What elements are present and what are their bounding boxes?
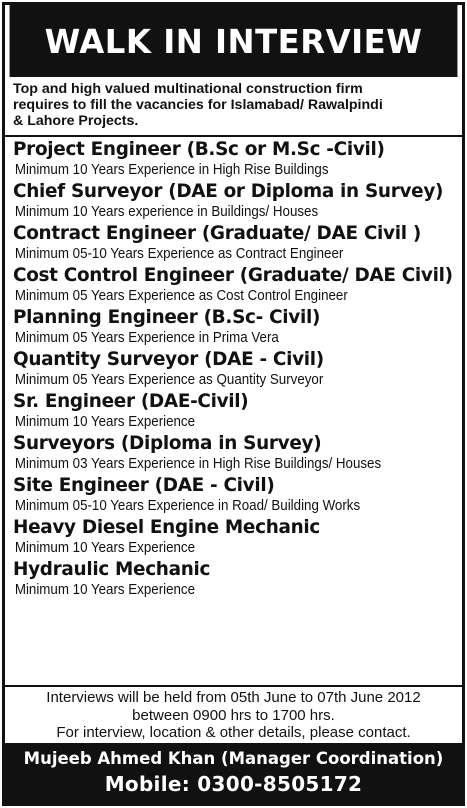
position-title: Project Engineer (B.Sc or M.Sc -Civil) xyxy=(13,139,385,160)
position-requirement: Minimum 03 Years Experience in High Rise Buildings/ Houses xyxy=(14,456,382,472)
position-item xyxy=(13,516,458,557)
schedule-line: For interview, location & other details, please contact. xyxy=(56,724,411,741)
position-item xyxy=(13,180,458,221)
position-requirement: Minimum 05-10 Years Experience in Road/ Building Works xyxy=(14,498,361,514)
position-title: Heavy Diesel Engine Mechanic xyxy=(13,517,320,538)
position-item xyxy=(13,222,458,263)
position-item xyxy=(13,138,458,179)
intro-line: requires to fill the vacancies for Islamabad/ Rawalpindi xyxy=(13,97,383,113)
intro-text xyxy=(5,77,462,137)
position-item xyxy=(13,558,458,599)
contact-name: Mujeeb Ahmed Khan (Manager Coordination) xyxy=(23,749,444,768)
contact-mobile: Mobile: 0300-8505172 xyxy=(104,772,363,796)
position-requirement: Minimum 10 Years Experience xyxy=(14,540,196,556)
intro-line: & Lahore Projects. xyxy=(13,113,139,129)
position-title: Hydraulic Mechanic xyxy=(13,559,211,580)
position-title: Chief Surveyor (DAE or Diploma in Survey) xyxy=(13,181,444,202)
position-item xyxy=(13,348,458,389)
position-title: Sr. Engineer (DAE-Civil) xyxy=(13,391,249,412)
position-requirement: Minimum 05 Years Experience in Prima Vera xyxy=(14,330,279,346)
position-title: Quantity Surveyor (DAE - Civil) xyxy=(13,349,324,370)
position-requirement: Minimum 05 Years Experience as Quantity Surveyor xyxy=(14,372,324,388)
position-item xyxy=(13,306,458,347)
position-title: Cost Control Engineer (Graduate/ DAE Civil) xyxy=(13,265,453,286)
contact-block xyxy=(5,743,462,803)
intro-line: Top and high valued multinational construction firm xyxy=(13,81,363,97)
position-title: Site Engineer (DAE - Civil) xyxy=(13,475,275,496)
ad-title: WALK IN INTERVIEW xyxy=(44,21,423,61)
position-requirement: Minimum 05-10 Years Experience as Contract Engineer xyxy=(14,246,344,262)
position-requirement: Minimum 10 Years Experience xyxy=(14,414,196,430)
position-requirement: Minimum 05 Years Experience as Cost Control Engineer xyxy=(14,288,348,304)
job-advertisement xyxy=(2,2,465,806)
position-item xyxy=(13,474,458,515)
position-item xyxy=(13,432,458,473)
position-title: Surveyors (Diploma in Survey) xyxy=(13,433,322,454)
positions-list xyxy=(5,138,462,599)
position-item xyxy=(13,264,458,305)
position-title: Contract Engineer (Graduate/ DAE Civil ) xyxy=(13,223,421,244)
schedule-line: between 0900 hrs to 1700 hrs. xyxy=(132,706,335,724)
schedule-line: Interviews will be held from 05th June to 07th June 2012 xyxy=(46,689,421,706)
interview-schedule xyxy=(5,685,462,742)
position-requirement: Minimum 10 Years Experience in High Rise Buildings xyxy=(14,162,329,178)
position-requirement: Minimum 10 Years Experience xyxy=(14,582,196,598)
position-item xyxy=(13,390,458,431)
position-requirement: Minimum 10 Years experience in Buildings/ Houses xyxy=(14,204,319,220)
position-title: Planning Engineer (B.Sc- Civil) xyxy=(13,307,321,328)
ad-header xyxy=(10,5,458,77)
